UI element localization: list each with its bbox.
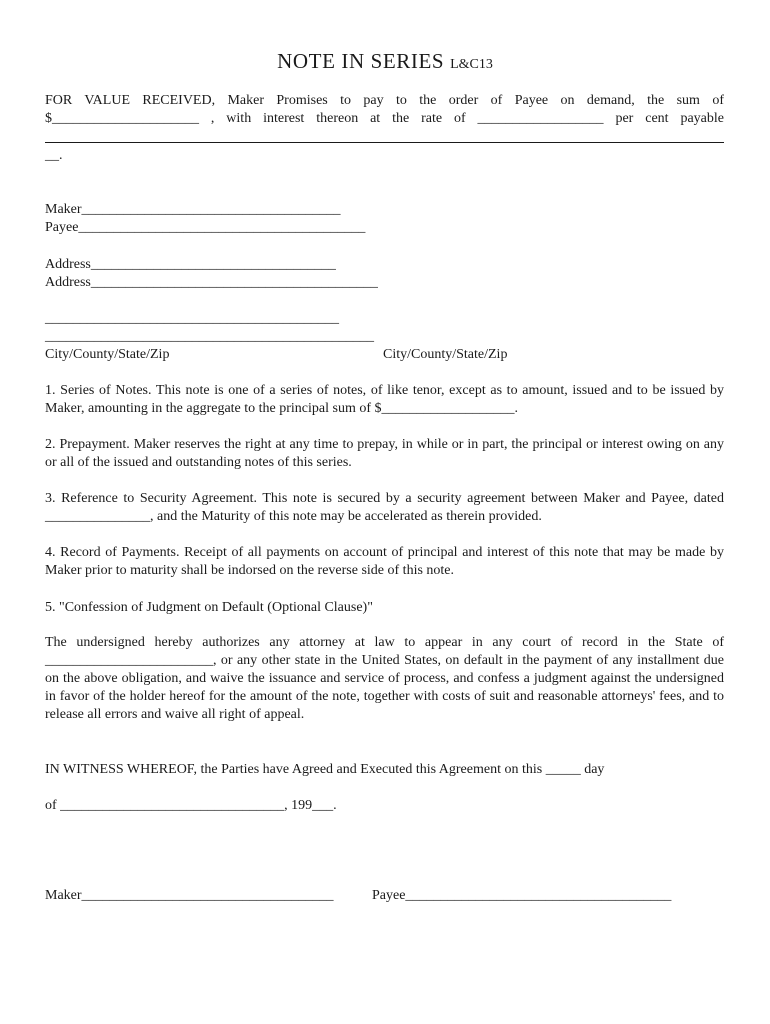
witness-line-1: IN WITNESS WHEREOF, the Parties have Agreed and Executed this Agreement on this _____ day <box>45 762 605 777</box>
city-label-right: City/County/State/Zip <box>383 347 508 362</box>
section-1-series-of-notes: 1. Series of Notes. This note is one of a series of notes, of like tenor, except as to amount, issued and to be issued by Maker, amounting in the aggregate to the principal sum of $___________________. <box>45 383 724 416</box>
section-2-prepayment: 2. Prepayment. Maker reserves the right at any time to prepay, in while or in part, the principal or interest owing on any or all of the issued and outstanding notes of this series. <box>45 437 724 470</box>
city-label-left: City/County/State/Zip <box>45 347 170 362</box>
payee-signature-line: Payee______________________________________ <box>372 888 672 903</box>
witness-line-2: of ________________________________, 199___. <box>45 798 337 813</box>
title-text: NOTE IN SERIES <box>277 49 445 73</box>
intro-blank-line <box>45 142 724 143</box>
intro-line-2: $_____________________ , with interest thereon at the rate of __________________ per cent payable <box>45 111 724 126</box>
maker-line: Maker_____________________________________ <box>45 202 341 217</box>
address-line-2: Address_________________________________________ <box>45 275 378 290</box>
section-4-record-of-payments: 4. Record of Payments. Receipt of all payments on account of principal and interest of this note that may be made by Maker prior to maturity shall be indorsed on the reverse side of this note. <box>45 545 724 578</box>
address-line-1: Address___________________________________ <box>45 257 336 272</box>
maker-signature-line: Maker____________________________________ <box>45 888 334 903</box>
blank-line-1: __________________________________________ <box>45 311 339 326</box>
document-title <box>0 48 770 78</box>
payee-line: Payee_________________________________________ <box>45 220 366 235</box>
section-5-heading: 5. "Confession of Judgment on Default (Optional Clause)" <box>45 600 373 615</box>
form-code: L&C13 <box>450 57 493 72</box>
intro-line-4: __. <box>45 148 63 163</box>
section-3-security-agreement: 3. Reference to Security Agreement. This note is secured by a security agreement between Maker and Payee, dated _______________, and the Maturity of this note may be accelerated as therein provided. <box>45 491 724 524</box>
intro-line-1: FOR VALUE RECEIVED, Maker Promises to pay to the order of Payee on demand, the sum of <box>45 93 724 108</box>
blank-line-2: _______________________________________________ <box>45 329 374 344</box>
section-5-body: The undersigned hereby authorizes any attorney at law to appear in any court of record in the State of ________________________, or any other state in the United States, on default in the payment of any installment due on the above obligation, and waive the issuance and service of process, and confess a judgment against the undersigned in favor of the holder hereof for the amount of the note, together with costs of suit and reasonable attorneys' fees, and to release all errors and waive all right of appeal. <box>45 635 724 722</box>
